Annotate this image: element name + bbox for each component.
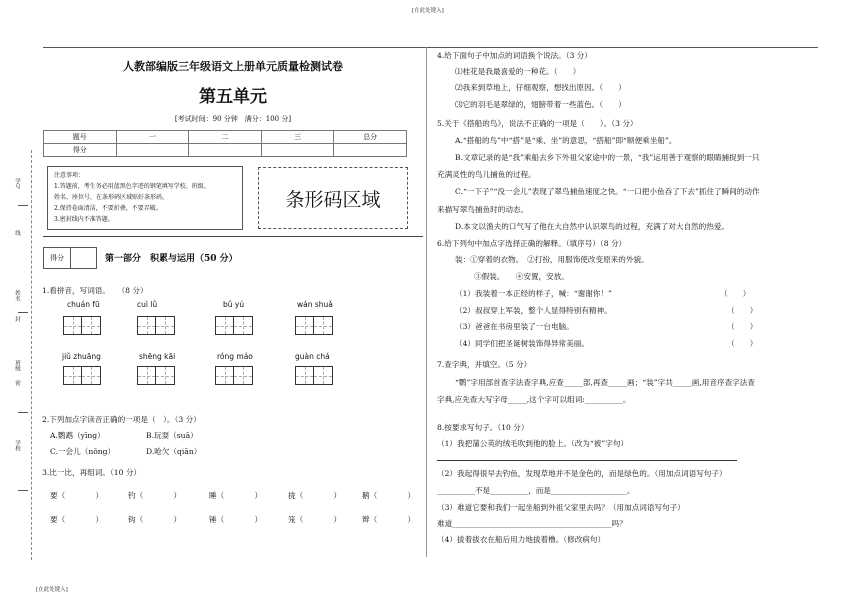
pinyin-label: guàn chá (295, 352, 330, 361)
barcode-area (258, 167, 408, 229)
score-input-cell[interactable] (116, 144, 189, 157)
q3-item[interactable]: 辫（ ） (362, 515, 416, 524)
score-table-cell: 题号 (44, 131, 117, 144)
q6-definitions: 装：①穿着的衣物。 ②打扮，用服饰使改变原来的外貌。 (455, 255, 649, 264)
char-box[interactable] (63, 316, 82, 335)
q8-item[interactable]: 难道__________________________________________吗？ (437, 519, 627, 528)
notes-item: 姓名、座位号，在条形码区域贴好条形码。 (54, 194, 169, 201)
q6-title: 6.给下列句中加点字选择正确的解释。（填序号）（8 分） (437, 239, 627, 248)
q8-item: （1）我把蒲公英的绒毛吹到他的脸上。（改为“被”字句） (437, 439, 629, 448)
char-grid[interactable] (295, 366, 333, 385)
name-line[interactable] (18, 312, 28, 313)
q6-blank[interactable]: （ ） (727, 339, 758, 348)
q3-title: 3.比一比，再组词。（10 分） (42, 468, 142, 477)
score-table-header-row (44, 131, 407, 144)
q6-item: （3）爸爸在书房里装了一台电脑。 (455, 322, 574, 331)
q3-item[interactable]: 拢（ ） (288, 491, 342, 500)
q2-title: 2.下列加点字读音正确的一项是（ ）。（3 分） (42, 415, 201, 424)
exam-title: 人教部编版三年级语文上册单元质量检测试卷 (123, 60, 343, 73)
side-label-student-id: 学号 (14, 178, 20, 189)
score-input-cell[interactable] (261, 144, 334, 157)
seal-line (31, 150, 33, 560)
char-box[interactable] (295, 316, 314, 335)
q5-title: 5.关于《搭船的鸟》，说法不正确的一项是（ ）。（3 分） (437, 119, 638, 128)
score-table-cell: 一 (116, 131, 189, 144)
q6-item: （1）我装着一本正经的样子，喊：“谢谢你！” (455, 289, 612, 298)
side-label-seal: 封 (14, 316, 20, 322)
score-input-cell[interactable] (334, 144, 407, 157)
q8-item: （2）我起得很早去钓鱼，发现草地并不是金色的，而是绿色的。（用加点词语写句子） (437, 469, 727, 478)
pinyin-label: chuán fū (67, 300, 100, 309)
char-grid[interactable] (215, 366, 253, 385)
q3-item[interactable]: 钩（ ） (128, 515, 182, 524)
char-grid[interactable] (63, 316, 101, 335)
q2-option-a[interactable]: A.鹦鹉（yīng） (50, 431, 105, 440)
q6-definitions: ③假装。 ④安置，安放。 (474, 272, 569, 281)
char-box[interactable] (63, 366, 82, 385)
q7-line[interactable]: 字典,应先查大写字母_____,这个字可以组词:__________。 (437, 395, 631, 404)
pinyin-label: bǔ yú (223, 300, 245, 309)
q6-blank[interactable]: （ ） (720, 289, 751, 298)
q5-line: D.本文以渔夫的口气写了他在大自然中认识翠鸟的过程，充满了对大自然的热爱。 (455, 222, 730, 231)
pinyin-label: shēng kāi (139, 352, 176, 361)
unit-title: 第五单元 (199, 87, 267, 107)
score-table-cell: 二 (189, 131, 262, 144)
q4-item[interactable]: ⑵我来到草地上，仔细观察，想找出原因。（ ） (455, 83, 626, 92)
side-label-school: 学校 (14, 440, 20, 451)
q2-option-b[interactable]: B.玩耍（suā） (146, 431, 198, 440)
score-table-cell: 总分 (334, 131, 407, 144)
char-box[interactable] (156, 366, 175, 385)
q4-title: 4.给下面句子中加点的词语换个说法。（3 分） (437, 51, 592, 60)
q2-option-c[interactable]: C.一会儿（nǒng） (50, 447, 116, 456)
char-box[interactable] (234, 366, 253, 385)
char-box[interactable] (82, 366, 101, 385)
char-box[interactable] (295, 366, 314, 385)
class-line[interactable] (18, 412, 28, 413)
q4-item[interactable]: ⑶它的羽毛是翠绿的，翅膀带着一些蓝色。（ ） (455, 100, 626, 109)
q3-item[interactable]: 睡（ ） (209, 491, 263, 500)
barcode-label: 条形码区域 (285, 188, 381, 211)
char-box[interactable] (215, 316, 234, 335)
q7-line[interactable]: “鹦”字用部首查字法查字典,应查_____部,再查_____画；“装”字共_____画,用音序查字法查 (455, 378, 755, 387)
q1-title: 1.看拼音，写词语。 （8 分） (42, 286, 148, 295)
char-grid[interactable] (63, 366, 101, 385)
q3-item[interactable]: 钓（ ） (128, 491, 182, 500)
q5-line: C.“一下子”“没一会儿”表现了翠鸟捕鱼速度之快。“一口把小鱼吞了下去”抓住了瞬间的动作 (455, 187, 760, 196)
side-label-class: 班级 (14, 360, 20, 371)
q3-item[interactable]: 鹅（ ） (362, 491, 416, 500)
char-box[interactable] (137, 316, 156, 335)
q4-item[interactable]: ⑴桂花是我最喜爱的一种花。（ ） (455, 67, 581, 76)
notes-item: 2.保持卷面清洁，不要折叠，不要弄破。 (54, 205, 162, 212)
part1-score-box (43, 247, 97, 269)
score-table (43, 130, 407, 157)
pinyin-label: cuì lǜ (137, 300, 158, 309)
char-grid[interactable] (137, 366, 175, 385)
notes-title: 注意事项： (54, 172, 85, 179)
notes-item: 3.密封线内不准答题。 (54, 216, 114, 223)
q3-item[interactable]: 要（ ） (50, 491, 104, 500)
q5-line: 来描写翠鸟捕鱼时的动态。 (437, 205, 529, 214)
q8-item: （4）拔着拔衣在船后用力地拔着橹。（修改病句） (437, 535, 606, 544)
char-box[interactable] (82, 316, 101, 335)
part1-title: 第一部分 积累与运用（50 分） (105, 254, 238, 264)
column-divider (426, 47, 427, 557)
q6-blank[interactable]: （ ） (727, 306, 758, 315)
q3-item[interactable]: 笼（ ） (288, 515, 342, 524)
score-table-cell: 三 (261, 131, 334, 144)
side-label-line: 线 (14, 230, 20, 236)
pinyin-label: wán shuǎ (297, 300, 333, 309)
header-note: [在此处键入] (412, 8, 444, 14)
q5-line: B.文章记录的是“我”乘船去乡下外祖父家途中的一景，“我”运用善于观察的眼睛捕捉到一只 (455, 153, 760, 162)
q7-title: 7.查字典，并填空。（5 分） (437, 360, 532, 369)
side-label-secret: 密 (14, 380, 20, 386)
char-box[interactable] (156, 316, 175, 335)
char-box[interactable] (314, 366, 333, 385)
exam-info: [考试时间：90 分钟 满分：100 分] (174, 115, 292, 123)
q3-item[interactable]: 要（ ） (50, 515, 104, 524)
score-box-input[interactable] (71, 248, 96, 268)
score-box-label: 得分 (44, 248, 71, 268)
top-rule (43, 47, 818, 48)
q6-blank[interactable]: （ ） (727, 322, 758, 331)
section-rule (43, 236, 423, 237)
pinyin-label: jiǔ zhuāng (62, 352, 101, 361)
char-grid[interactable] (295, 316, 333, 335)
score-table-score-row (44, 144, 407, 157)
q6-item: （4）同学们把圣诞树装饰得异常美丽。 (455, 339, 589, 348)
q3-item[interactable]: 锤（ ） (209, 515, 263, 524)
q8-title: 8.按要求写句子。（10 分） (437, 423, 529, 432)
char-grid[interactable] (215, 316, 253, 335)
q8-item: （3）难道它要和我们一起坐船到外祖父家里去吗？（用加点词语写句子） (437, 503, 685, 512)
char-box[interactable] (215, 366, 234, 385)
answer-line[interactable] (437, 460, 737, 461)
char-box[interactable] (137, 366, 156, 385)
q5-line: 充满灵性的鸟儿捕鱼的过程。 (437, 170, 536, 179)
student-id-line[interactable] (18, 205, 28, 206)
pinyin-label: róng máo (217, 352, 253, 361)
char-box[interactable] (314, 316, 333, 335)
notes-item: 1.答题前，考生务必用蓝黑色字迹的钢笔填写学校、班级、 (54, 183, 210, 190)
score-input-cell[interactable] (189, 144, 262, 157)
footer-note: [在此处键入] (36, 587, 68, 593)
q8-item[interactable]: __________不是__________，而是____________________。 (437, 486, 635, 495)
notes-box (47, 166, 243, 230)
school-line[interactable] (18, 490, 28, 491)
side-label-name: 姓名 (14, 290, 20, 301)
score-table-cell: 得分 (44, 144, 117, 157)
char-box[interactable] (234, 316, 253, 335)
q6-item: （2）叔叔穿上军装，整个人显得特别有精神。 (455, 306, 612, 315)
q5-line: A.“搭船的鸟”中“搭”是“乘、坐”的意思，“搭船”即“顺便乘坐船”。 (455, 136, 677, 145)
char-grid[interactable] (137, 316, 175, 335)
q2-option-d[interactable]: D.呛欠（qiān） (146, 447, 202, 456)
